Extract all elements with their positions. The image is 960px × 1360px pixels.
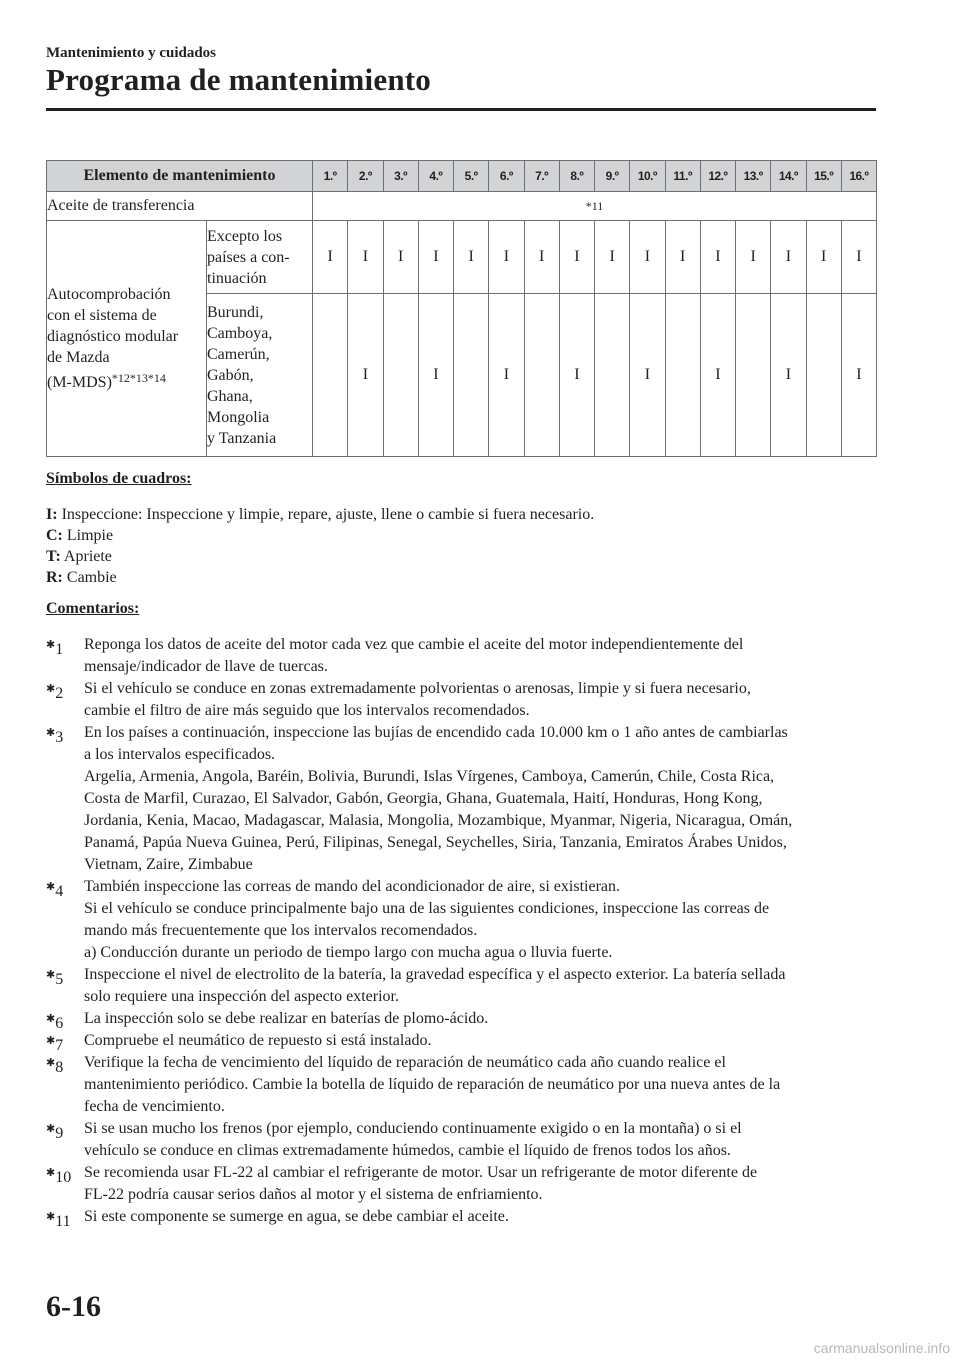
mark-cell: I (806, 221, 841, 294)
symbol-item (46, 504, 594, 525)
mark-cell: I (524, 221, 559, 294)
row-note-aceite: *11 (313, 192, 877, 221)
comment-note (46, 964, 876, 1008)
mark-cell: I (630, 221, 665, 294)
note-line: Costa de Marfil, Curazao, El Salvador, Gabón, Georgia, Ghana, Guatemala, Haití, Honduras, Hong Kong, (84, 790, 763, 807)
mark-cell: I (700, 221, 735, 294)
note-number: 7 (55, 1037, 64, 1054)
symbol-text: Apriete (60, 548, 112, 565)
sub-label-line: Burundi, (207, 303, 264, 321)
header-interval-5: 5.º (454, 161, 489, 192)
page-title: Programa de mantenimiento (46, 62, 431, 97)
symbol-text: Cambie (62, 569, 117, 586)
mark-cell: I (418, 294, 453, 457)
table-row-excepto (47, 221, 877, 294)
maintenance-table (46, 160, 877, 221)
note-number: 5 (55, 971, 64, 988)
page-number: 6-16 (46, 1290, 101, 1323)
note-line: Si el vehículo se conduce principalmente bajo una de las siguientes condiciones, inspeccione las correas de (84, 900, 770, 917)
mark-cell: I (559, 294, 594, 457)
table-header-row (47, 161, 877, 192)
note-line: fecha de vencimiento. (84, 1098, 225, 1115)
note-number: 4 (55, 883, 64, 900)
section-label: Mantenimiento y cuidados (46, 45, 217, 61)
asterisk-icon: ✱ (46, 1057, 56, 1069)
header-interval-11: 11.º (665, 161, 700, 192)
symbols-title: Símbolos de cuadros: (46, 470, 192, 487)
symbol-code: R: (46, 569, 63, 586)
note-marker (46, 964, 63, 991)
header-interval-16: 16.º (841, 161, 876, 192)
mark-cell: I (313, 221, 348, 294)
table-row-aceite (47, 192, 877, 221)
note-line: a) Conducción durante un periodo de tiempo largo con mucha agua o lluvia fuerte. (84, 944, 613, 961)
note-number: 8 (55, 1059, 64, 1076)
mark-cell: I (841, 294, 876, 457)
row-label-mds-refs: *12*13*14 (111, 371, 166, 385)
note-line: La inspección solo se debe realizar en baterías de plomo-ácido. (84, 1010, 489, 1027)
header-interval-9: 9.º (595, 161, 630, 192)
mark-cell (806, 294, 841, 457)
asterisk-icon: ✱ (46, 1013, 56, 1025)
comment-note (46, 1052, 876, 1118)
note-line: FL-22 podría causar serios daños al motor y el sistema de enfriamiento. (84, 1186, 543, 1203)
note-line: solo requiere una inspección del aspecto exterior. (84, 988, 399, 1005)
note-line: Vietnam, Zaire, Zimbabue (84, 856, 253, 873)
header-interval-6: 6.º (489, 161, 524, 192)
sub-label-line: Gabón, (207, 366, 254, 384)
header-interval-3: 3.º (383, 161, 418, 192)
watermark: carmanualsonline.info (813, 1340, 950, 1356)
mds-label-line: de Mazda (47, 349, 110, 366)
mark-cell: I (665, 221, 700, 294)
note-line: a los intervalos especificados. (84, 746, 276, 763)
asterisk-icon: ✱ (46, 969, 56, 981)
mark-cell: I (348, 221, 383, 294)
asterisk-icon: ✱ (46, 1035, 56, 1047)
header-interval-10: 10.º (630, 161, 665, 192)
symbols-list (46, 504, 594, 588)
note-line: Se recomienda usar FL-22 al cambiar el refrigerante de motor. Usar un refrigerante de motor diferente de (84, 1164, 758, 1181)
symbol-item (46, 525, 594, 546)
title-rule (46, 108, 876, 111)
mark-cell (524, 294, 559, 457)
note-line: Compruebe el neumático de repuesto si está instalado. (84, 1032, 432, 1049)
mds-label-line: Autocomprobación (47, 286, 171, 303)
header-elemento: Elemento de mantenimiento (47, 161, 313, 192)
symbol-item (46, 546, 594, 567)
mark-cell: I (630, 294, 665, 457)
asterisk-icon: ✱ (46, 1211, 56, 1223)
header-interval-8: 8.º (559, 161, 594, 192)
note-number: 3 (55, 729, 64, 746)
note-number: 6 (55, 1015, 64, 1032)
sub-label-line: y Tanzania (207, 429, 277, 447)
note-marker (46, 1052, 63, 1079)
note-line: Argelia, Armenia, Angola, Baréin, Bolivia, Burundi, Islas Vírgenes, Camboya, Camerún, Chile, Costa Rica, (84, 768, 775, 785)
header-interval-12: 12.º (700, 161, 735, 192)
note-number: 1 (55, 641, 64, 658)
asterisk-icon: ✱ (46, 1123, 56, 1135)
note-line: vehículo se conduce en climas extremadamente húmedos, cambie el líquido de frenos todos los años. (84, 1142, 731, 1159)
symbol-code: I: (46, 506, 58, 523)
note-line: Si el vehículo se conduce en zonas extremadamente polvorientas o arenosas, limpie y si fuera necesario, (84, 680, 751, 697)
sub-label-line: Mongolia (207, 408, 270, 426)
mark-cell: I (348, 294, 383, 457)
mark-cell: I (418, 221, 453, 294)
comment-note (46, 634, 876, 678)
note-line: Jordania, Kenia, Macao, Madagascar, Malasia, Mongolia, Mozambique, Myanmar, Nigeria, Nicaragua, Omán, (84, 812, 793, 829)
mark-cell: I (454, 221, 489, 294)
note-line: Inspeccione el nivel de electrolito de la batería, la gravedad específica y el aspecto exterior. La batería sellada (84, 966, 786, 983)
maintenance-table-mds (46, 220, 877, 457)
header-interval-4: 4.º (418, 161, 453, 192)
note-marker (46, 634, 63, 661)
note-line: Si este componente se sumerge en agua, se debe cambiar el aceite. (84, 1208, 509, 1225)
note-line: En los países a continuación, inspeccione las bujías de encendido cada 10.000 km o 1 año antes de cambiarlas (84, 724, 788, 741)
sub-label-line: Excepto los (207, 227, 283, 245)
note-line: mantenimiento periódico. Cambie la botella de líquido de reparación de neumático por una nueva antes de la (84, 1076, 781, 1093)
comment-note (46, 1008, 876, 1030)
header-interval-14: 14.º (771, 161, 806, 192)
sub-label-line: Camerún, (207, 345, 270, 363)
header-interval-1: 1.º (313, 161, 348, 192)
mark-cell (665, 294, 700, 457)
comment-note (46, 1030, 876, 1052)
note-line: También inspeccione las correas de mando del acondicionador de aire, si existieran. (84, 878, 620, 895)
sub-label-line: tinuación (207, 269, 267, 287)
asterisk-icon: ✱ (46, 683, 56, 695)
note-line: Verifique la fecha de vencimiento del líquido de reparación de neumático cada año cuando realice el (84, 1054, 726, 1071)
note-number: 10 (55, 1169, 72, 1186)
note-marker (46, 1206, 71, 1233)
mark-cell: I (559, 221, 594, 294)
comments-list (46, 634, 876, 1228)
comment-note (46, 1206, 876, 1228)
sub-label-line: países a con- (207, 248, 290, 266)
symbol-code: T: (46, 548, 61, 565)
mark-cell (595, 294, 630, 457)
comment-note (46, 678, 876, 722)
note-number: 2 (55, 685, 64, 702)
mark-cell: I (771, 221, 806, 294)
note-number: 11 (55, 1213, 71, 1230)
mark-cell (313, 294, 348, 457)
note-marker (46, 722, 63, 749)
mark-cell: I (841, 221, 876, 294)
note-line: Panamá, Papúa Nueva Guinea, Perú, Filipinas, Senegal, Seychelles, Siria, Tanzania, Emiratos Árabes Unidos, (84, 834, 787, 851)
mark-cell (454, 294, 489, 457)
comment-note (46, 1162, 876, 1206)
sub-label-line: Ghana, (207, 387, 253, 405)
sub-label-burundi (207, 294, 313, 457)
symbol-text: Inspeccione: Inspeccione y limpie, repare, ajuste, llene o cambie si fuera necesario. (57, 506, 595, 523)
asterisk-icon: ✱ (46, 881, 56, 893)
note-line: Si se usan mucho los frenos (por ejemplo, conduciendo continuamente exigido o en la montaña) o si el (84, 1120, 742, 1137)
header-interval-15: 15.º (806, 161, 841, 192)
mds-label-line: con el sistema de (47, 307, 157, 324)
mds-label-line: (M-MDS) (47, 374, 112, 391)
note-marker (46, 1118, 63, 1145)
row-label-mds (47, 221, 207, 457)
mark-cell: I (383, 221, 418, 294)
mark-cell: I (489, 221, 524, 294)
comments-title: Comentarios: (46, 600, 140, 617)
mark-cell (383, 294, 418, 457)
sub-label-excepto (207, 221, 313, 294)
header-interval-7: 7.º (524, 161, 559, 192)
symbol-code: C: (46, 527, 63, 544)
note-marker (46, 678, 63, 705)
symbol-item (46, 567, 594, 588)
note-marker (46, 876, 63, 903)
mark-cell (736, 294, 771, 457)
header-interval-13: 13.º (736, 161, 771, 192)
note-line: mensaje/indicador de llave de tuercas. (84, 658, 328, 675)
note-marker (46, 1162, 71, 1189)
row-label-aceite: Aceite de transferencia (47, 192, 313, 221)
note-line: cambie el filtro de aire más seguido que los intervalos recomendados. (84, 702, 530, 719)
mark-cell: I (595, 221, 630, 294)
asterisk-icon: ✱ (46, 1167, 56, 1179)
comment-note (46, 876, 876, 964)
symbol-text: Limpie (62, 527, 114, 544)
asterisk-icon: ✱ (46, 639, 56, 651)
mark-cell: I (700, 294, 735, 457)
mark-cell: I (489, 294, 524, 457)
asterisk-icon: ✱ (46, 727, 56, 739)
comment-note (46, 1118, 876, 1162)
note-line: Reponga los datos de aceite del motor cada vez que cambie el aceite del motor independientemente del (84, 636, 744, 653)
note-number: 9 (55, 1125, 64, 1142)
sub-label-line: Camboya, (207, 324, 273, 342)
note-line: mando más frecuentemente que los intervalos recomendados. (84, 922, 478, 939)
mds-label-line: diagnóstico modular (47, 328, 179, 345)
mark-cell: I (736, 221, 771, 294)
header-interval-2: 2.º (348, 161, 383, 192)
comment-note (46, 722, 876, 876)
mark-cell: I (771, 294, 806, 457)
